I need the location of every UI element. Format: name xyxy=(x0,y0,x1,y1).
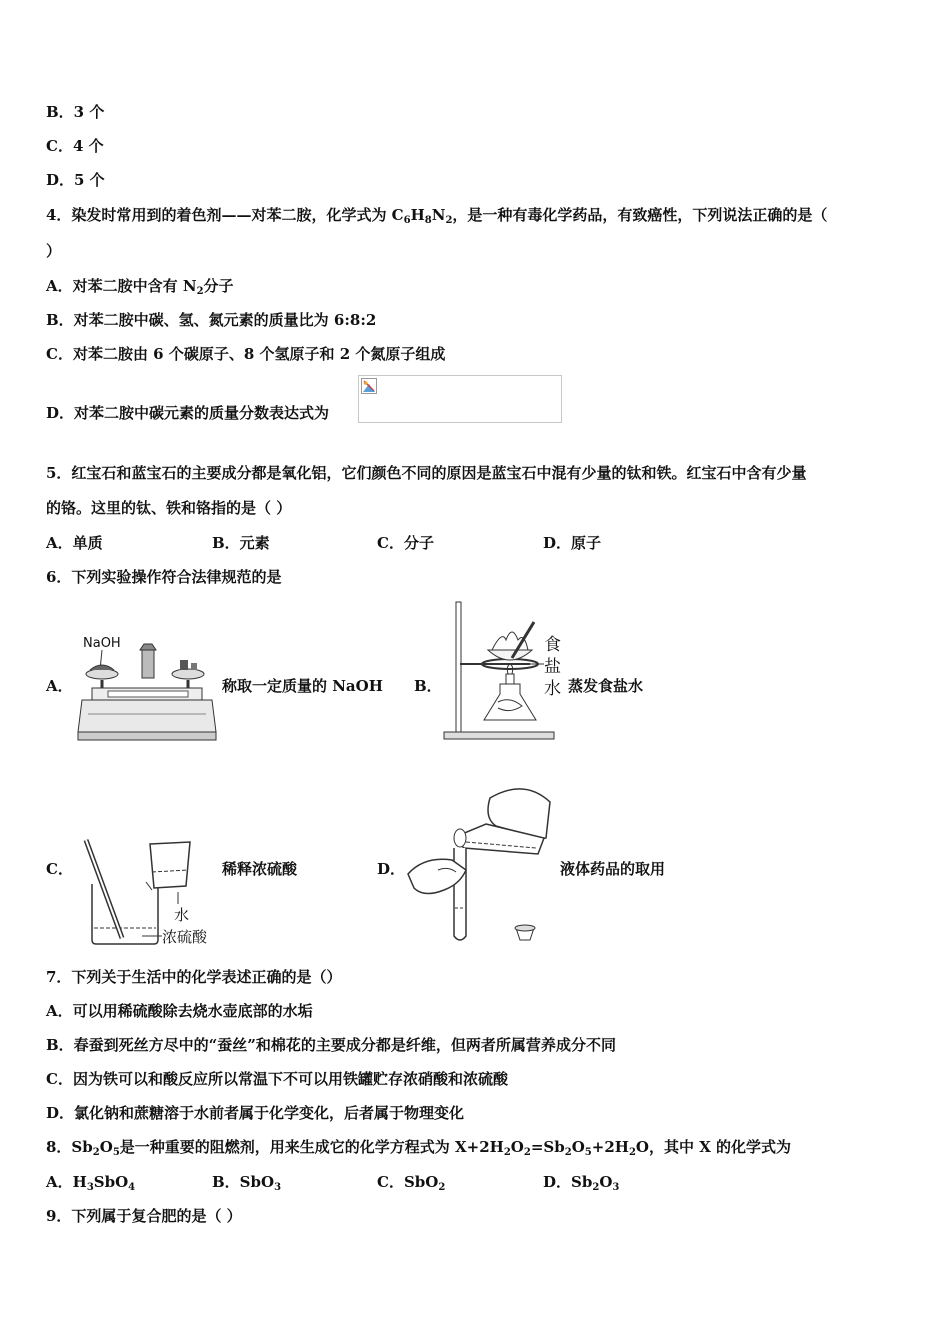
water-label: 水 xyxy=(174,906,190,924)
q6-option-d-label: D． xyxy=(377,860,406,878)
q6-option-b-label: B． xyxy=(414,677,442,695)
q6-option-c-label: C． xyxy=(46,860,73,878)
q9-stem: 9．下列属于复合肥的是（ ） xyxy=(46,1207,242,1225)
q4-option-a: A．对苯二胺中含有 $N_2$分子 xyxy=(46,277,234,297)
q8-option-d: D．$Sb_2O_3$ xyxy=(543,1173,620,1193)
q5-stem-line2: 的铬。这里的钛、铁和铬指的是（ ） xyxy=(46,499,292,517)
q4-stem: 4．染发时常用到的着色剂——对苯二胺，化学式为 $C_6H_8N_2$，是一种有毒化学药品，有致癌性，下列说法正确的是（ xyxy=(46,206,828,226)
q5-option-a: A．单质 xyxy=(46,534,103,552)
q6-option-a-label: A． xyxy=(46,677,73,695)
q8-stem: 8．$Sb_2O_5$是一种重要的阻燃剂，用来生成它的化学方程式为 $X+2H_2O_2=Sb_2O_5+2H_2O$，其中 X 的化学式为 xyxy=(46,1138,792,1158)
salt-char: 盐 xyxy=(544,657,561,677)
q5-option-d: D．原子 xyxy=(543,534,602,552)
q6-option-d-caption: 液体药品的取用 xyxy=(560,860,666,878)
q7-option-d: D．氯化钠和蔗糖溶于水前者属于化学变化，后者属于物理变化 xyxy=(46,1104,465,1122)
pouring-illustration xyxy=(404,778,554,948)
q7-stem: 7．下列关于生活中的化学表述正确的是（） xyxy=(46,968,342,986)
q7-option-b: B．春蚕到死丝方尽中的“蚕丝”和棉花的主要成分都是纤维，但两者所属营养成分不同 xyxy=(46,1036,616,1054)
q8-option-a: A．$H_3SbO_4$ xyxy=(46,1173,136,1193)
q8-option-b: B．SbO$_3$ xyxy=(212,1173,282,1193)
acid-label: 浓硫酸 xyxy=(162,928,208,946)
q6-option-c-caption: 稀释浓硫酸 xyxy=(222,860,298,878)
dilution-illustration xyxy=(82,836,222,948)
q4-option-d: D．对苯二胺中碳元素的质量分数表达式为 xyxy=(46,404,330,422)
broken-image-placeholder xyxy=(358,375,562,423)
q3-option-d: D．5 个 xyxy=(46,171,105,189)
q7-option-c: C．因为铁可以和酸反应所以常温下不可以用铁罐贮存浓硝酸和浓硫酸 xyxy=(46,1070,508,1088)
broken-image-icon xyxy=(361,378,377,394)
evaporation-illustration xyxy=(440,600,570,742)
q6-option-a-caption: 称取一定质量的 NaOH xyxy=(222,677,383,695)
q5-option-c: C．分子 xyxy=(377,534,434,552)
q4-stem-close: ） xyxy=(46,242,62,260)
q7-option-a: A．可以用稀硫酸除去烧水壶底部的水垢 xyxy=(46,1002,313,1020)
balance-illustration xyxy=(78,630,218,742)
q6-option-b-caption: 蒸发食盐水 xyxy=(568,677,644,695)
q6-stem: 6．下列实验操作符合法律规范的是 xyxy=(46,568,282,586)
q5-option-b: B．元素 xyxy=(212,534,270,552)
q4-option-b: B．对苯二胺中碳、氢、氮元素的质量比为 6:8:2 xyxy=(46,311,377,329)
q8-option-c: C．SbO$_2$ xyxy=(377,1173,446,1193)
q5-stem-line1: 5．红宝石和蓝宝石的主要成分都是氧化铝，它们颜色不同的原因是蓝宝石中混有少量的钛和铁。红宝石中含有少量 xyxy=(46,464,807,482)
naoh-text: NaOH xyxy=(83,636,121,651)
q4-option-c: C．对苯二胺由 6 个碳原子、8 个氢原子和 2 个氮原子组成 xyxy=(46,345,446,363)
q3-option-c: C．4 个 xyxy=(46,137,104,155)
water-char: 水 xyxy=(544,679,561,699)
q3-option-b: B．3 个 xyxy=(46,103,105,121)
food-char: 食 xyxy=(544,635,561,655)
